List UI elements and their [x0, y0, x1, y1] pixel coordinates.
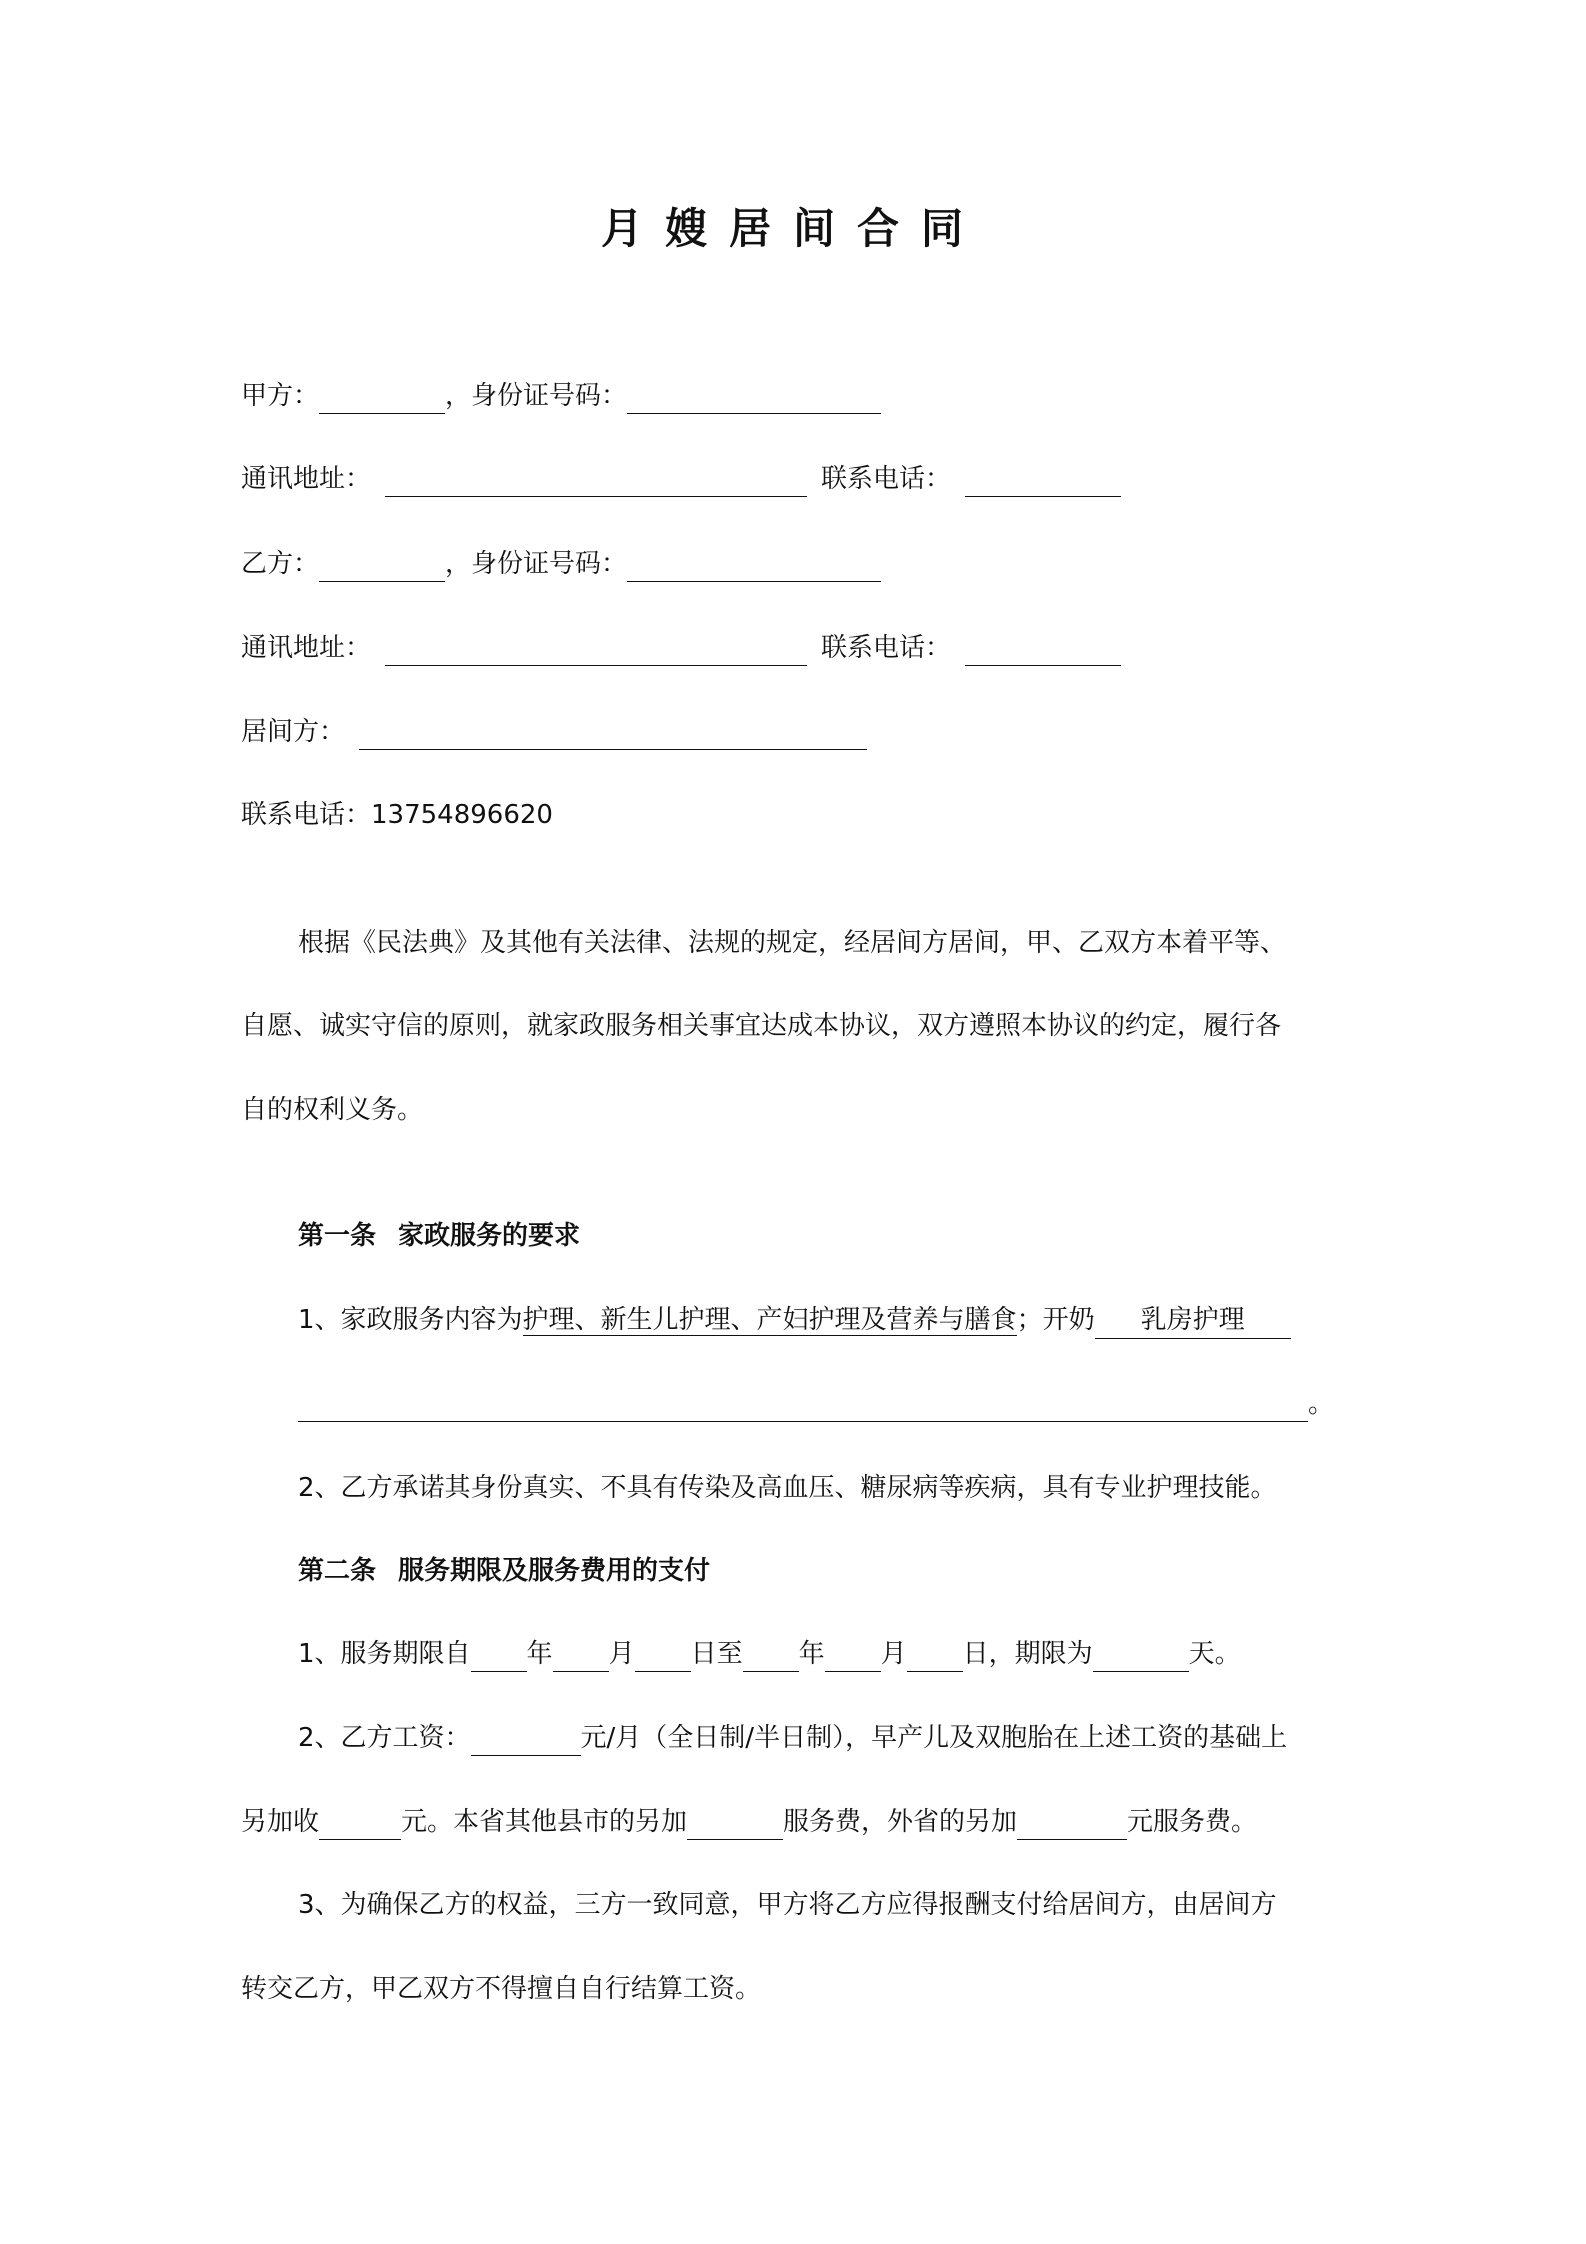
article-2-item-3-line-2: 转交乙方，甲乙双方不得擅自自行结算工资。 — [241, 1974, 762, 2004]
service-extra-field[interactable] — [298, 1392, 1308, 1422]
party-a-label: 甲方： — [241, 381, 320, 411]
end-day-field[interactable] — [907, 1642, 963, 1672]
day-to-label: 日至 — [690, 1639, 743, 1669]
lactation-field[interactable]: 乳房护理 — [1095, 1302, 1291, 1339]
intermediary-phone-label: 联系电话： — [241, 800, 372, 830]
intermediary-row — [241, 714, 867, 750]
party-a-id-field[interactable] — [627, 384, 881, 414]
intermediary-label: 居间方： — [241, 717, 346, 747]
intermediary-name-field[interactable] — [359, 720, 867, 750]
article-2-number: 第二条 — [298, 1556, 377, 1586]
article-1-item-1 — [298, 1302, 1291, 1339]
party-a-row — [241, 378, 881, 414]
out-province-fee-field[interactable] — [1017, 1810, 1127, 1840]
party-a-phone-label: 联系电话： — [821, 464, 952, 494]
term-prefix: 1、服务期限自 — [298, 1639, 471, 1669]
party-b-id-label: ，身份证号码： — [445, 549, 628, 579]
extra-mid2: 服务费，外省的另加 — [783, 1807, 1018, 1837]
party-a-id-label: ，身份证号码： — [445, 381, 628, 411]
extra-mid: 元。本省其他县市的另加 — [401, 1807, 688, 1837]
article-1-item-1-cont — [298, 1386, 1334, 1422]
party-a-name-field[interactable] — [319, 384, 445, 414]
party-b-address-label: 通讯地址： — [241, 633, 372, 663]
day-period-label: 日，期限为 — [962, 1639, 1093, 1669]
party-b-phone-label: 联系电话： — [821, 633, 952, 663]
start-month-field[interactable] — [553, 1642, 609, 1672]
party-a-phone-field[interactable] — [965, 467, 1121, 497]
party-b-address-row — [241, 630, 1121, 666]
preamble-line-3: 自的权利义务。 — [241, 1095, 424, 1125]
service-content-field[interactable]: 护理、新生儿护理、产妇护理及营养与膳食 — [522, 1305, 1017, 1335]
end-month-field[interactable] — [825, 1642, 881, 1672]
days-label: 天。 — [1188, 1639, 1241, 1669]
party-a-address-field[interactable] — [385, 467, 807, 497]
article-1-heading — [298, 1218, 580, 1254]
extra-prefix: 另加收 — [241, 1807, 320, 1837]
start-day-field[interactable] — [635, 1642, 691, 1672]
start-year-field[interactable] — [471, 1642, 527, 1672]
article-2-item-3-line-1: 3、为确保乙方的权益，三方一致同意，甲方将乙方应得报酬支付给居间方，由居间方 — [298, 1890, 1277, 1920]
article-2-item-1 — [298, 1636, 1241, 1672]
party-b-name-field[interactable] — [319, 552, 445, 582]
party-a-address-label: 通讯地址： — [241, 464, 372, 494]
article-2-title: 服务期限及服务费用的支付 — [398, 1556, 711, 1586]
page-title: 月嫂居间合同 — [600, 204, 985, 253]
article-1-number: 第一条 — [298, 1221, 377, 1251]
extra-end: 元服务费。 — [1127, 1807, 1258, 1837]
party-b-label: 乙方： — [241, 549, 320, 579]
preamble-line-1: 根据《民法典》及其他有关法律、法规的规定，经居间方居间，甲、乙双方本着平等、 — [298, 928, 1287, 958]
intermediary-phone-row — [241, 797, 553, 833]
party-b-phone-field[interactable] — [965, 636, 1121, 666]
end-year-field[interactable] — [743, 1642, 799, 1672]
year-label: 年 — [798, 1639, 825, 1669]
article-2-item-2-cont — [241, 1804, 1257, 1840]
item-1-end: 。 — [1308, 1389, 1335, 1419]
article-2-heading — [298, 1553, 710, 1589]
month-label: 月 — [608, 1639, 635, 1669]
preamble-line-2: 自愿、诚实守信的原则，就家政服务相关事宜达成本协议，双方遵照本协议的约定，履行各 — [241, 1011, 1282, 1041]
salary-field[interactable] — [471, 1726, 581, 1756]
salary-prefix: 2、乙方工资： — [298, 1723, 471, 1753]
term-days-field[interactable] — [1093, 1642, 1189, 1672]
item-1-prefix: 1、家政服务内容为 — [298, 1305, 523, 1335]
intermediary-phone: 13754896620 — [371, 800, 553, 830]
party-b-address-field[interactable] — [385, 636, 807, 666]
article-1-title: 家政服务的要求 — [398, 1221, 581, 1251]
party-a-address-row — [241, 461, 1121, 497]
article-2-item-2 — [298, 1720, 1287, 1756]
item-1-mid: ；开奶 — [1016, 1305, 1095, 1335]
extra-fee-field[interactable] — [319, 1810, 401, 1840]
salary-mid: 元/月（全日制/半日制），早产儿及双胞胎在上述工资的基础上 — [580, 1723, 1288, 1753]
party-b-row — [241, 546, 881, 582]
year-label: 年 — [526, 1639, 553, 1669]
party-b-id-field[interactable] — [627, 552, 881, 582]
month-label: 月 — [880, 1639, 907, 1669]
article-1-item-2: 2、乙方承诺其身份真实、不具有传染及高血压、糖尿病等疾病，具有专业护理技能。 — [298, 1473, 1277, 1503]
province-fee-field[interactable] — [687, 1810, 783, 1840]
